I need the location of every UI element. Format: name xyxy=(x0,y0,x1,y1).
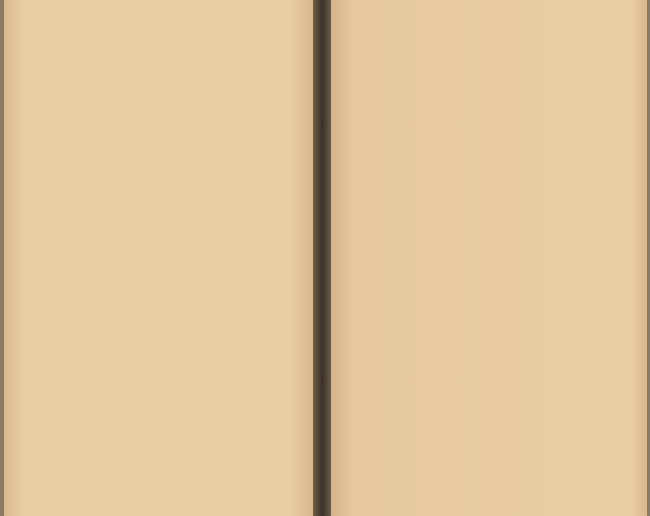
left-page xyxy=(4,0,313,516)
right-page xyxy=(331,0,647,516)
book-gutter xyxy=(313,0,331,516)
